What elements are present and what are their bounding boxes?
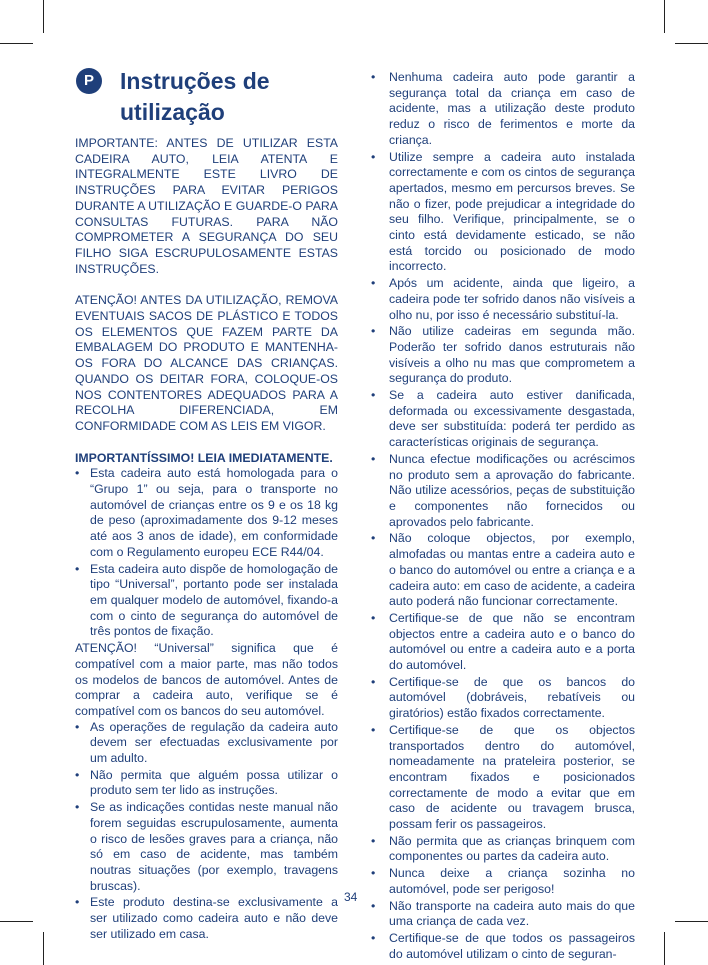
list-item-text: Nenhuma cadeira auto pode garantir a segurança total da criança em caso de acidente, mas a utilização deste produto reduz o risco de ferimentos e morte da criança. [389, 70, 635, 147]
list-item-text: Nunca efectue modificações ou acréscimos no produto sem a aprovação do fabricante. Não utilize acessórios, peças de substituição e componentes não fornecidos ou aprovados pelo fabricante. [389, 451, 635, 529]
list-item [75, 562, 338, 641]
list-item-text: Se a cadeira auto estiver danificada, deformada ou excessivamente desgastada, deve ser substituída: poderá ter perdido as características originais de segurança. [389, 388, 635, 450]
bullet-icon: • [75, 719, 80, 734]
list-item-text: Se as indicações contidas neste manual não forem seguidas escrupulosamente, aumenta o risco de lesões graves para a criança, não só em caso de acidente, mas também noutras situações (por exemplo, travagens bruscas). [90, 800, 338, 893]
list-item-text: Não transporte na cadeira auto mais do que uma criança de cada vez. [389, 898, 635, 929]
list-item [371, 611, 635, 674]
list-item [371, 452, 635, 531]
list-item [371, 834, 635, 865]
bullet-icon: • [371, 451, 376, 466]
list-item [75, 720, 338, 767]
bullet-icon: • [371, 388, 376, 403]
list-item-text: Esta cadeira auto dispõe de homologação de tipo “Universal”, portanto pode ser instalada em qualquer modelo de automóvel, fixando-a com o cinto de segurança do automóvel de três pontos de fixação. [90, 561, 338, 639]
bullet-list-b [75, 720, 338, 943]
page-number: 34 [344, 890, 358, 904]
section-badge: P [76, 68, 102, 94]
bullet-icon: • [371, 930, 376, 945]
crop-mark [664, 932, 665, 965]
crop-mark [675, 921, 708, 922]
list-item [75, 895, 338, 942]
list-item [371, 866, 635, 897]
list-item [371, 150, 635, 276]
list-item [371, 723, 635, 833]
list-item-text: Após um acidente, ainda que ligeiro, a cadeira pode ter sofrido danos não visíveis a olho nu, por isso é necessário substituí-la. [389, 276, 635, 322]
list-item [75, 466, 338, 560]
crop-mark [675, 43, 708, 44]
bullet-icon: • [371, 866, 376, 881]
list-item-text: Não permita que alguém possa utilizar o produto sem ter lido as instruções. [90, 767, 338, 798]
list-item [371, 388, 635, 451]
list-item [371, 675, 635, 722]
bullet-icon: • [371, 531, 376, 546]
crop-mark [664, 0, 665, 33]
list-item-text: Certifique-se de que todos os passageiros do automóvel utilizam o cinto de seguran- [389, 930, 635, 961]
list-item-text: Nunca deixe a criança sozinha no automóvel, pode ser perigoso! [389, 866, 635, 896]
attention-paragraph: ATENÇÃO! ANTES DA UTILIZAÇÃO, REMOVA EVENTUAIS SACOS DE PLÁSTICO E TODOS OS ELEMENTOS QUE FAZEM PARTE DA EMBALAGEM DO PRODUTO E MANTENHA-OS FORA DO ALCANCE DAS CRIANÇAS. QUANDO OS DEITAR FORA, COLOQUE-OS NOS CONTENTORES ADEQUADOS PARA A RECOLHA DIFERENCIADA, EM CONFORMIDADE COM AS LEIS EM VIGOR. [75, 293, 338, 433]
left-column [75, 136, 338, 943]
section-heading: IMPORTANTÍSSIMO! LEIA IMEDIATAMENTE. [75, 450, 333, 465]
list-item-text: Não utilize cadeiras em segunda mão. Poderão ter sofrido danos estruturais não visíveis a olho nu mas que comprometem a segurança do produto. [389, 324, 635, 386]
bullet-icon: • [75, 561, 80, 576]
list-item [371, 931, 635, 962]
bullet-icon: • [371, 324, 376, 339]
list-item-text: As operações de regulação da cadeira auto devem ser efectuadas exclusivamente por um adulto. [90, 719, 338, 766]
list-item-text: Não coloque objectos, por exemplo, almofadas ou mantas entre a cadeira auto e o banco do automóvel ou entre a criança e a cadeira auto: em caso de acidente, a cadeira auto poderá não funcionar correctamente. [389, 531, 635, 609]
bullet-icon: • [371, 833, 376, 848]
universal-note: ATENÇÃO! “Universal” significa que é compatível com a maior parte, mas não todos os modelos de bancos de automóvel. Antes de comprar a cadeira auto, verifique se é compatível com os bancos do seu automóvel. [75, 641, 338, 718]
crop-mark [0, 43, 33, 44]
list-item-text: Esta cadeira auto está homologada para o “Grupo 1” ou seja, para o transporte no automóvel de crianças entre os 9 e os 18 kg de peso (aproximadamente dos 9-12 meses até aos 3 anos de idade), em conformidade com o Regulamento europeu ECE R44/04. [90, 466, 338, 559]
bullet-icon: • [75, 466, 80, 481]
bullet-icon: • [371, 674, 376, 689]
crop-mark [0, 921, 33, 922]
list-item [75, 768, 338, 799]
list-item-text: Não permita que as crianças brinquem com componentes ou partes da cadeira auto. [389, 833, 635, 864]
bullet-icon: • [371, 898, 376, 913]
important-paragraph: IMPORTANTE: ANTES DE UTILIZAR ESTA CADEIRA AUTO, LEIA ATENTA E INTEGRALMENTE ESTE LIVRO DE INSTRUÇÕES PARA EVITAR PERIGOS DURANTE A UTILIZAÇÃO E GUARDE-O PARA CONSULTAS FUTURAS. PARA NÃO COMPROMETER A SEGURANÇA DO SEU FILHO SIGA ESCRUPULOSAMENTE ESTAS INSTRUÇÕES. [75, 136, 338, 276]
bullet-icon: • [371, 722, 376, 737]
list-item [75, 800, 338, 894]
bullet-icon: • [75, 767, 80, 782]
list-item [371, 276, 635, 323]
list-item-text: Certifique-se de que os bancos do automóvel (dobráveis, rebatíveis ou giratórios) estão fixados correctamente. [389, 674, 635, 721]
bullet-list-a [75, 466, 338, 640]
right-column [371, 70, 635, 963]
bullet-icon: • [75, 800, 80, 815]
page-title: Instruções de utilização [120, 68, 270, 125]
bullet-icon: • [371, 276, 376, 291]
list-item-text: Utilize sempre a cadeira auto instalada correctamente e com os cintos de segurança apertados, mesmo em percursos breves. Se não o fizer, pode prejudicar a integridade do seu filho. Verifique, principalmente, se o cinto está devidamente esticado, se não está torcido ou posicionado de modo incorrecto. [389, 149, 635, 274]
bullet-icon: • [371, 70, 376, 84]
list-item-text: Certifique-se de que não se encontram objectos entre a cadeira auto e o banco do automóvel ou entre a cadeira auto e a porta do automóvel. [389, 610, 635, 673]
crop-mark [43, 0, 44, 33]
crop-mark [43, 932, 44, 965]
bullet-list-right [371, 70, 635, 962]
list-item [371, 70, 635, 149]
list-item-text: Certifique-se de que os objectos transportados dentro do automóvel, nomeadamente na prateleira posterior, se encontram fixados e posicionados correctamente de modo a evitar que em caso de acidente ou travagem brusca, possam ferir os passageiros. [389, 722, 635, 832]
list-item [371, 531, 635, 610]
list-item [371, 899, 635, 930]
list-item [371, 324, 635, 387]
bullet-icon: • [75, 895, 80, 910]
bullet-icon: • [371, 149, 376, 164]
bullet-icon: • [371, 610, 376, 625]
list-item-text: Este produto destina-se exclusivamente a ser utilizado como cadeira auto e não deve ser utilizado em casa. [90, 895, 338, 941]
